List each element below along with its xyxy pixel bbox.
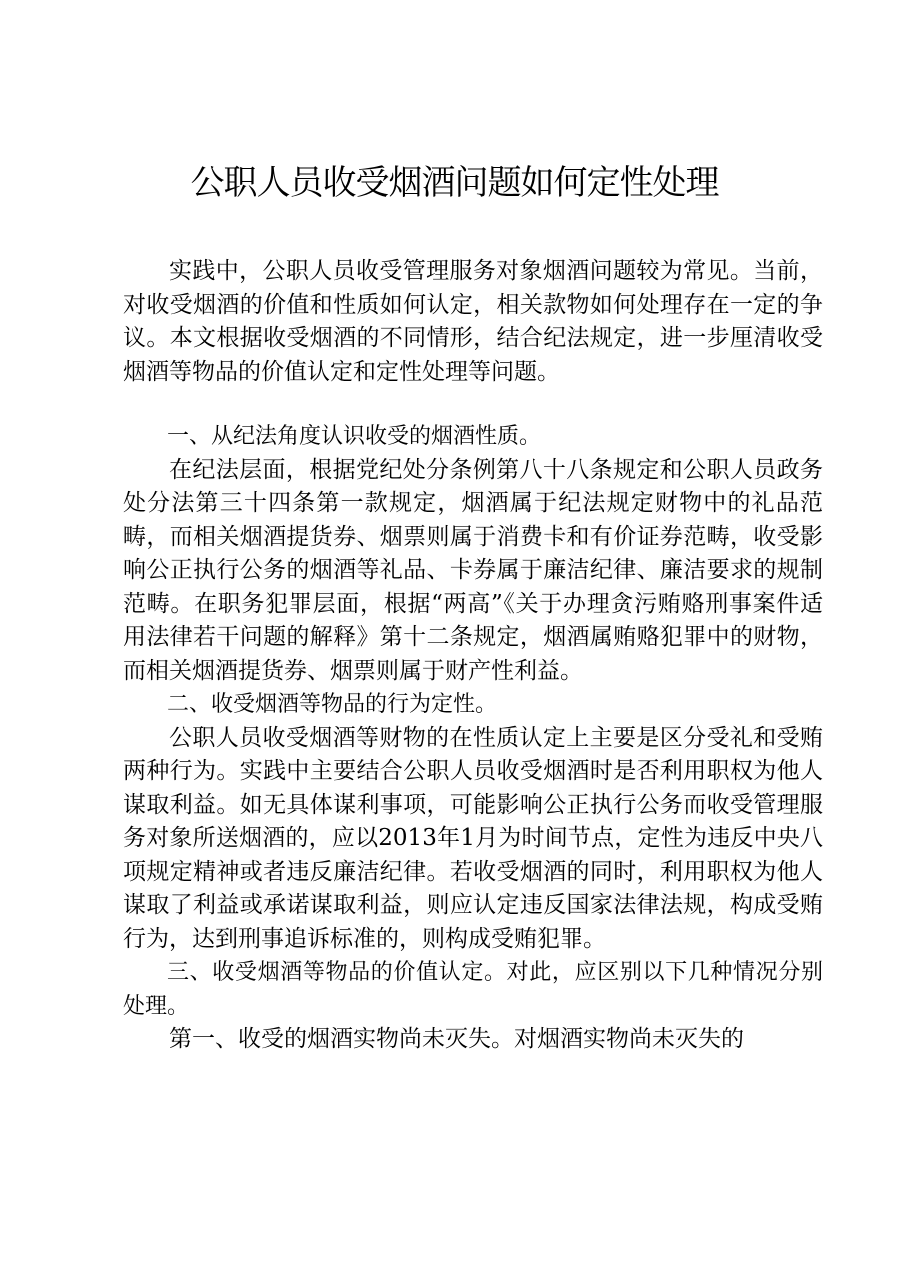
section-1-paragraph: 在纪法层面，根据党纪处分条例第八十八条规定和公职人员政务处分法第三十四条第一款规定，烟酒属于纪法规定财物中的礼品范畴，而相关烟酒提货券、烟票则属于消费卡和有价证券范畴，收受影响公正执行公务的烟酒等礼品、卡券属于廉洁纪律、廉洁要求的规制范畴。在职务犯罪层面，根据“两高”《关于办理贪污贿赂刑事案件适用法律若干问题的解释》第十二条规定，烟酒属贿赂犯罪中的财物，而相关烟酒提货券、烟票则属于财产性利益。 — [123, 456, 823, 684]
intro-paragraph: 实践中，公职人员收受管理服务对象烟酒问题较为常见。当前，对收受烟酒的价值和性质如何认定，相关款物如何处理存在一定的争议。本文根据收受烟酒的不同情形，结合纪法规定，进一步厘清收受烟酒等物品的价值认定和定性处理等问题。 — [123, 258, 823, 385]
section-3-paragraph: 第一、收受的烟酒实物尚未灭失。对烟酒实物尚未灭失的 — [169, 1026, 744, 1052]
main-body — [123, 420, 823, 1057]
section-2-paragraph: 公职人员收受烟酒等财物的在性质认定上主要是区分受礼和受贿两种行为。实践中主要结合公职人员收受烟酒时是否利用职权为他人谋取利益。如无具体谋利事项，可能影响公正执行公务而收受管理服务对象所送烟酒的，应以2013年1月为时间节点，定性为违反中央八项规定精神或者违反廉洁纪律。若收受烟酒的同时，利用职权为他人谋取了利益或承诺谋取利益，则应认定违反国家法律法规，构成受贿行为，达到刑事追诉标准的，则构成受贿犯罪。 — [123, 724, 823, 952]
document-title: 公职人员收受烟酒问题如何定性处理 — [190, 163, 719, 203]
intro-block — [123, 255, 823, 389]
section-3-heading: 三、收受烟酒等物品的价值认定。对此，应区别以下几种情况分别处理。 — [123, 960, 823, 1019]
section-1-heading: 一、从纪法角度认识收受的烟酒性质。 — [167, 424, 542, 449]
section-2-heading: 二、收受烟酒等物品的行为定性。 — [167, 692, 498, 717]
